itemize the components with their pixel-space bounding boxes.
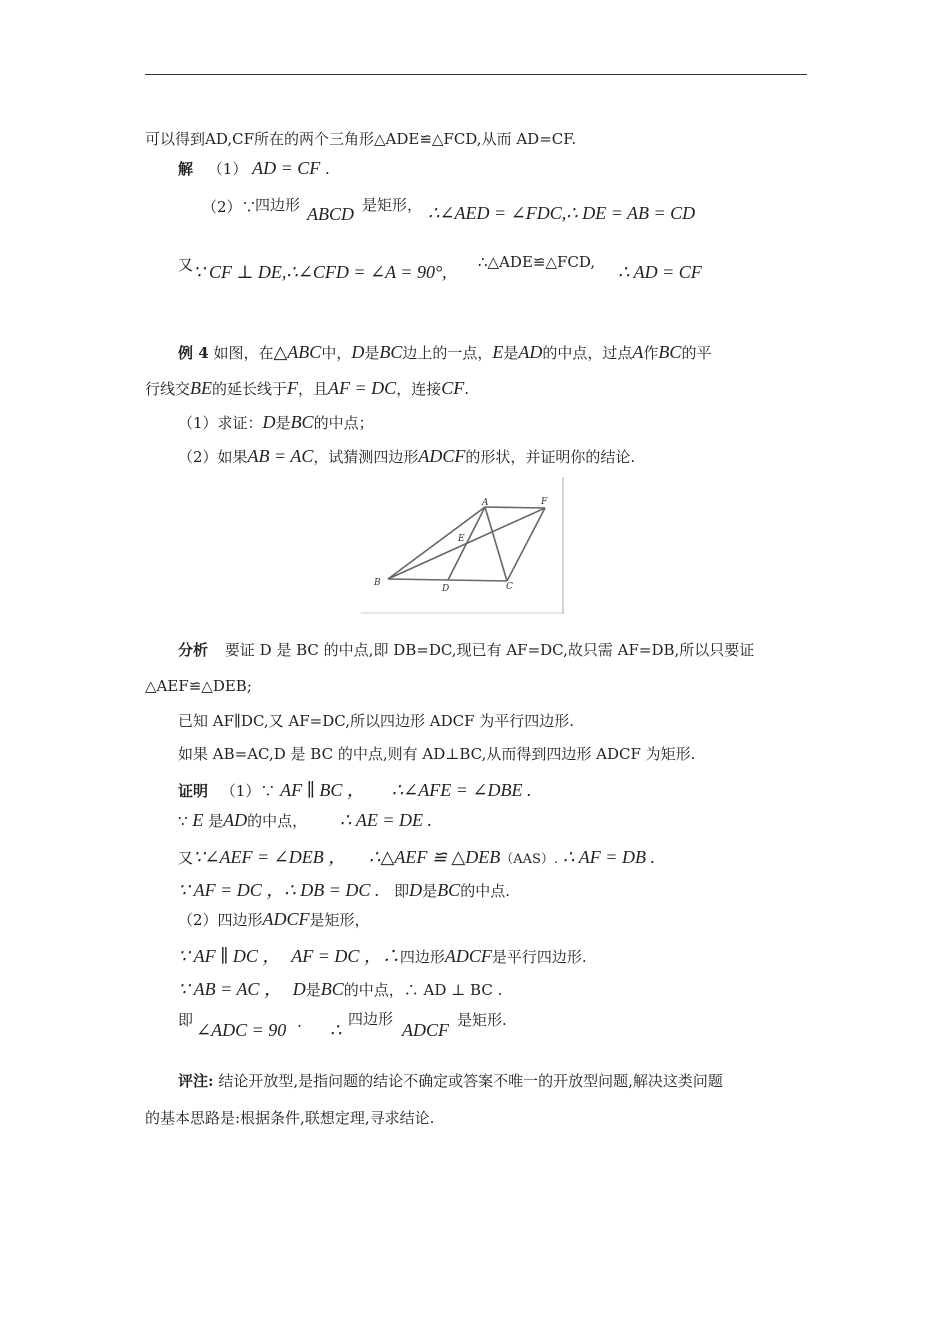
comment-line-1: 评注: 结论开放型,是指问题的结论不确定或答案不唯一的开放型问题,解决这类问题 <box>178 1072 723 1090</box>
geometry-figure <box>361 477 564 614</box>
proof-row-8-ji: 即 <box>178 1011 194 1029</box>
label-d: D <box>442 584 450 594</box>
analysis-line-4: 如果 AB=AC,D 是 BC 的中点,则有 AD⊥BC,从而得到四边形 ADCF 为矩形. <box>178 745 696 763</box>
label-c: C <box>506 582 513 592</box>
solution-part-2-a: （2）∵ <box>202 198 257 216</box>
example-4-line-1: 例 4 如图，在△ABC中，D是BC边上的一点，E是AD的中点，过点A作BC的平 <box>178 342 712 362</box>
proof-row-8-end: 是矩形. <box>457 1011 507 1029</box>
solution-part-3-tri: ∴△ADE≌△FCD, <box>478 253 596 271</box>
solution-part-2-abcd: ABCD <box>307 204 354 224</box>
proof-row-8-adcf: ADCF <box>402 1020 449 1040</box>
proof-row-6: ∵ AF ∥ DC ， AF = DC ，∴四边形ADCF是平行四边形. <box>178 946 587 966</box>
proof-row-1: 证明 （1）∵ AF ∥ BC ， ∴∠AFE = ∠DBE . <box>178 780 532 800</box>
analysis-label: 分析 <box>178 641 209 659</box>
proof-row-2: ∵ E 是AD的中点， ∴ AE = DE . <box>178 810 433 830</box>
proof-row-8-therefore: ∴ <box>330 1020 342 1040</box>
solution-part-2-b: 四边形 <box>255 196 301 214</box>
solution-label: 解 <box>178 160 194 178</box>
solution-part-1: 解 （1） AD = CF . <box>178 158 330 178</box>
solution-part-3-math: ∵ CF ⊥ DE,∴∠CFD = ∠A = 90°, <box>193 262 447 282</box>
solution-part-2-rect: 是矩形， <box>362 196 423 214</box>
proof-row-5: （2）四边形ADCF是矩形， <box>178 909 370 929</box>
proof-row-4: ∵ AF = DC ，∴ DB = DC . 即D是BC的中点. <box>178 880 510 900</box>
example-4-question-1: （1）求证：D是BC的中点； <box>178 412 374 432</box>
intro-line: 可以得到AD,CF所在的两个三角形△ADE≌△FCD,从而 AD=CF. <box>145 130 577 148</box>
solution-part-3-you: 又 <box>178 256 194 274</box>
proof-row-8-angle: ∠ADC = 90 <box>196 1020 287 1040</box>
analysis-line-3: 已知 AF∥DC,又 AF=DC,所以四边形 ADCF 为平行四边形. <box>178 712 575 730</box>
segment-af <box>485 507 545 508</box>
label-e: E <box>458 534 465 544</box>
comment-label: 评注: <box>178 1072 214 1090</box>
label-b: B <box>374 578 381 588</box>
example-4-question-2: （2）如果AB = AC，试猜测四边形ADCF的形状，并证明你的结论. <box>178 446 636 466</box>
label-f: F <box>541 497 548 507</box>
solution-part-2-math: ∴∠AED = ∠FDC,∴ DE = AB = CD <box>428 203 696 223</box>
proof-row-3: 又∵∠AEF = ∠DEB ， ∴△AEF ≌ △DEB（AAS）. ∴ AF = DB . <box>178 847 655 867</box>
label-a: A <box>482 498 489 508</box>
analysis-line-2: △AEF≌△DEB; <box>145 677 252 695</box>
proof-row-8-text: 四边形 <box>348 1010 394 1028</box>
example-4-line-2: 行线交BE的延长线于F，且AF = DC，连接CF. <box>145 378 470 398</box>
analysis-line-1: 分析 要证 D 是 BC 的中点,即 DB=DC,现已有 AF=DC,故只需 AF=DB,所以只要证 <box>178 641 755 659</box>
proof-row-7: ∵ AB = AC ， D是BC的中点，∴ AD ⊥ BC . <box>178 979 503 999</box>
example-label: 例 4 <box>178 344 209 362</box>
solution-part-3-end: ∴ AD = CF <box>618 262 702 282</box>
proof-label: 证明 <box>178 782 209 800</box>
proof-row-8-dot: . <box>297 1013 302 1031</box>
comment-line-2: 的基本思路是:根据条件,联想定理,寻求结论. <box>145 1109 435 1127</box>
header-rule <box>145 74 807 75</box>
